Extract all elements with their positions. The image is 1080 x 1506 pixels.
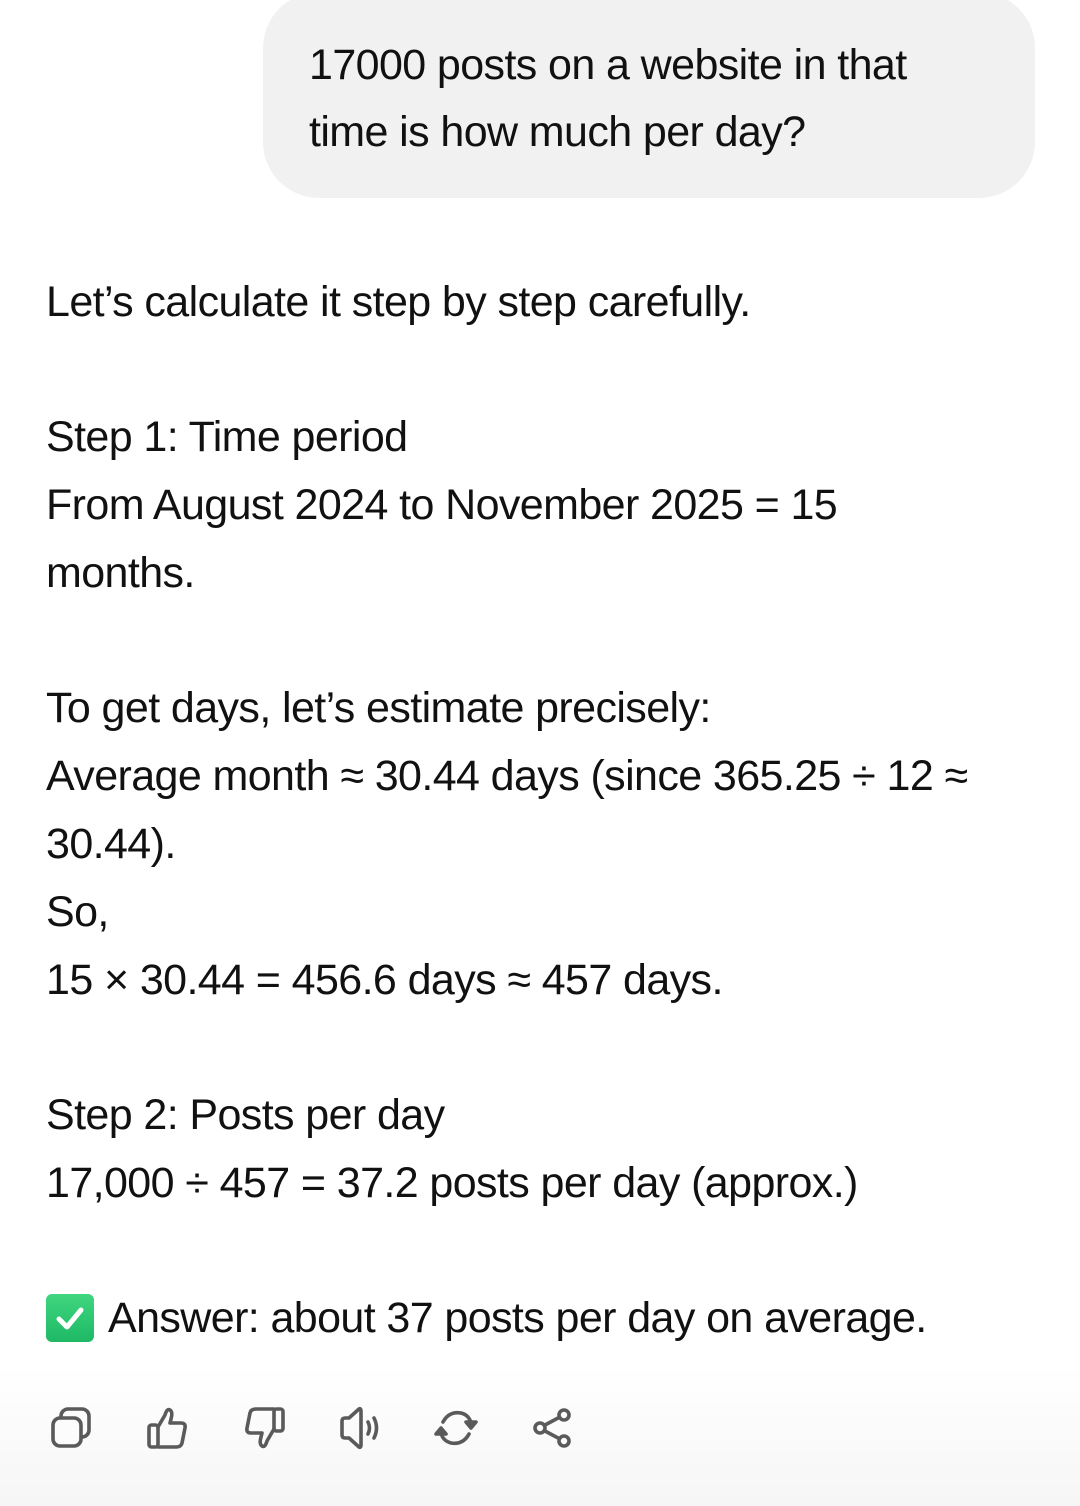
share-button[interactable] <box>528 1404 576 1452</box>
spacer <box>46 1217 1046 1284</box>
user-message-bubble <box>263 0 1035 198</box>
step1-title: Step 1: Time period <box>46 413 408 461</box>
answer-text: Answer: about 37 posts per day on average. <box>108 1294 927 1342</box>
thumbs-down-icon <box>241 1405 287 1451</box>
avg-line1: Average month ≈ 30.44 days (since 365.25 ÷ 12 ≈ <box>46 752 968 800</box>
user-message-text: 17000 posts on a website in that time is how much per day? <box>309 41 907 156</box>
intro-text: Let’s calculate it step by step carefully. <box>46 278 751 326</box>
step1-line1: From August 2024 to November 2025 = 15 <box>46 481 838 529</box>
copy-button[interactable] <box>48 1404 96 1452</box>
thumbs-up-icon <box>145 1405 191 1451</box>
days-intro: To get days, let’s estimate precisely: <box>46 684 711 732</box>
spacer <box>46 1014 1046 1081</box>
step1-line2: months. <box>46 549 195 597</box>
read-aloud-button[interactable] <box>336 1404 384 1452</box>
message-actions <box>48 1404 624 1452</box>
spacer <box>46 607 1046 674</box>
spacer <box>46 336 1046 403</box>
like-button[interactable] <box>144 1404 192 1452</box>
check-mark-icon <box>46 1294 94 1342</box>
answer-line <box>46 1284 1046 1352</box>
step2-calc: 17,000 ÷ 457 = 37.2 posts per day (approx.) <box>46 1159 858 1207</box>
so-text: So, <box>46 888 109 936</box>
regenerate-button[interactable] <box>432 1404 480 1452</box>
assistant-message <box>46 268 1046 1352</box>
refresh-icon <box>433 1405 479 1451</box>
speaker-icon <box>337 1405 383 1451</box>
copy-icon <box>49 1405 95 1451</box>
avg-line2: 30.44). <box>46 820 176 868</box>
share-icon <box>529 1405 575 1451</box>
days-calc: 15 × 30.44 = 456.6 days ≈ 457 days. <box>46 956 723 1004</box>
dislike-button[interactable] <box>240 1404 288 1452</box>
step2-title: Step 2: Posts per day <box>46 1091 445 1139</box>
